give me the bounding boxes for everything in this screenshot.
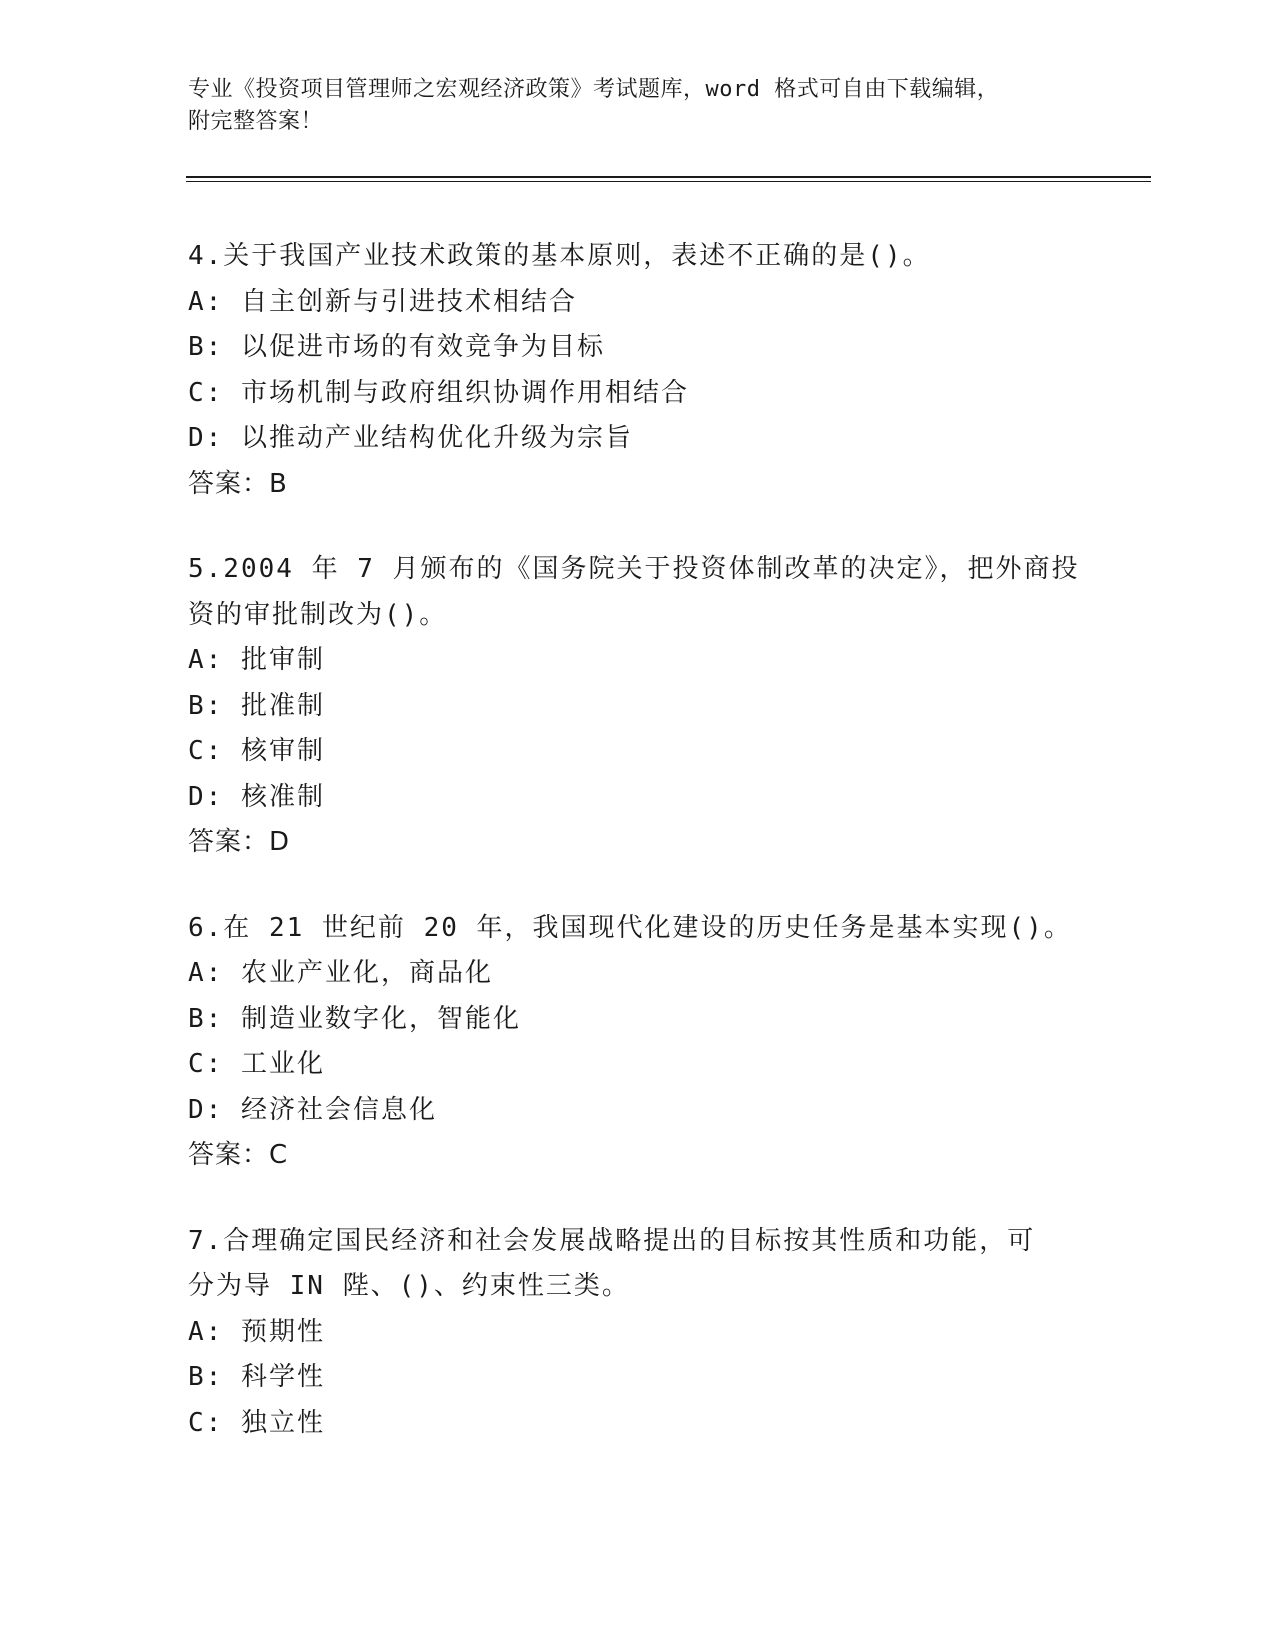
question-stem: 4.关于我国产业技术政策的基本原则，表述不正确的是()。 xyxy=(188,241,931,271)
option-a: A: 自主创新与引进技术相结合 xyxy=(188,286,577,317)
option-d: D: 经济社会信息化 xyxy=(188,1094,437,1125)
header-line-1: 专业《投资项目管理师之宏观经济政策》考试题库，word 格式可自由下载编辑， xyxy=(188,77,1000,102)
option-c: C: 工业化 xyxy=(188,1049,325,1079)
question-stem: 5.2004 年 7 月颁布的《国务院关于投资体制改革的决定》，把外商投 xyxy=(188,554,1080,584)
option-a: A: 批审制 xyxy=(188,645,325,675)
header-divider-thick xyxy=(186,176,1151,178)
option-b: B: 制造业数字化，智能化 xyxy=(188,1003,521,1034)
header-divider-thin xyxy=(186,181,1151,182)
question-stem-continued: 分为导 IN 陛、()、约束性三类。 xyxy=(188,1271,630,1301)
option-b: B: 科学性 xyxy=(188,1362,325,1392)
question-stem: 6.在 21 世纪前 20 年，我国现代化建设的历史任务是基本实现()。 xyxy=(188,912,1072,943)
answer-line: 答案：C xyxy=(188,1140,289,1170)
option-b: B: 以促进市场的有效竞争为目标 xyxy=(188,332,605,362)
header-line-2: 附完整答案！ xyxy=(188,109,324,134)
question-4 xyxy=(188,234,1088,507)
question-stem-continued: 资的审批制改为()。 xyxy=(188,599,448,630)
option-c: C: 核审制 xyxy=(188,736,325,766)
option-b: B: 批准制 xyxy=(188,690,325,721)
question-stem: 7.合理确定国民经济和社会发展战略提出的目标按其性质和功能，可 xyxy=(188,1225,1036,1256)
option-a: A: 农业产业化，商品化 xyxy=(188,958,493,988)
question-6 xyxy=(188,906,1088,1179)
option-c: C: 独立性 xyxy=(188,1407,325,1438)
option-d: D: 以推动产业结构优化升级为宗旨 xyxy=(188,423,633,453)
question-list xyxy=(188,234,1088,1486)
answer-line: 答案：B xyxy=(188,468,288,499)
option-d: D: 核准制 xyxy=(188,781,325,812)
answer-line: 答案：D xyxy=(188,827,291,857)
question-5 xyxy=(188,547,1088,866)
option-a: A: 预期性 xyxy=(188,1316,325,1347)
option-c: C: 市场机制与政府组织协调作用相结合 xyxy=(188,377,689,408)
question-7 xyxy=(188,1219,1088,1447)
document-header xyxy=(188,74,1088,138)
